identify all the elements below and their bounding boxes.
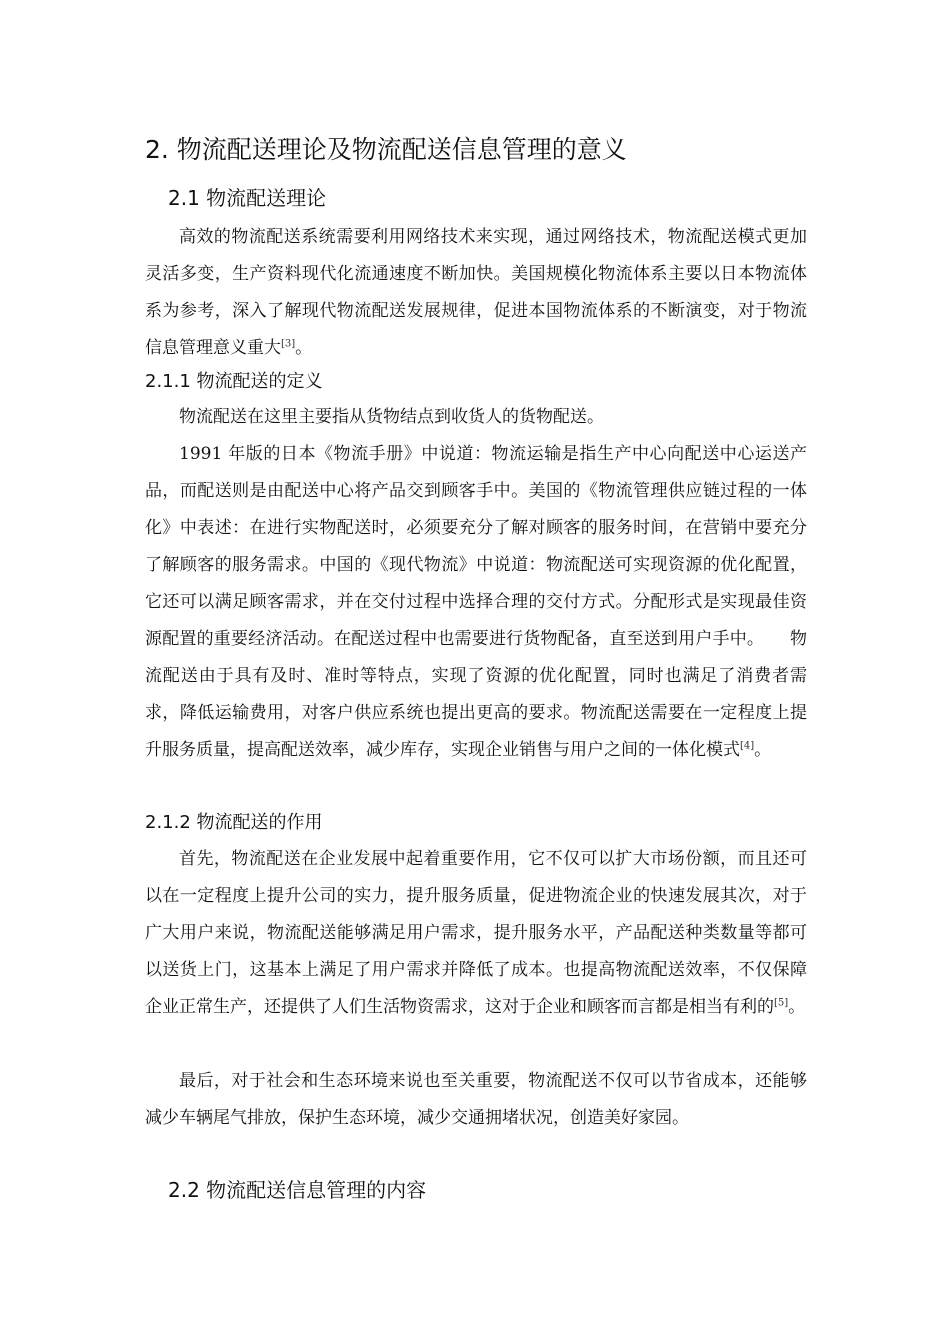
- paragraph-end: 。: [754, 740, 772, 760]
- citation-5: [5]: [774, 997, 789, 1009]
- paragraph-2-1-1-b: [145, 436, 807, 769]
- chapter-heading: 2. 物流配送理论及物流配送信息管理的意义: [145, 135, 627, 164]
- paragraph-2-1-2-a: [145, 841, 807, 1026]
- section-heading-2-1-2: 2.1.2 物流配送的作用: [145, 812, 323, 833]
- paragraph-end: 。: [788, 997, 806, 1017]
- citation-3: [3]: [281, 338, 296, 350]
- paragraph-2-1: [145, 219, 807, 367]
- section-heading-2-2: 2.2 物流配送信息管理的内容: [168, 1178, 427, 1202]
- paragraph-2-1-1-a: [145, 399, 807, 436]
- paragraph-end: 。: [295, 338, 313, 358]
- section-heading-2-1-1: 2.1.1 物流配送的定义: [145, 371, 323, 392]
- paragraph-text: 1991 年版的日本《物流手册》中说道：物流运输是指生产中心向配送中心运送产品，而配送则是由配送中心将产品交到顾客手中。美国的《物流管理供应链过程的一体化》中表述：在进行实物配送时，必须要充分了解对顾客的服务时间，在营销中要充分了解顾客的服务需求。中国的《现代物流》中说道：物流配送可实现资源的优化配置，它还可以满足顾客需求，并在交付过程中选择合理的交付方式。分配形式是实现最佳资源配置的重要经济活动。在配送过程中也需要进行货物配备，直至送到用户手中。 物流配送由于具有及时、准时等特点，实现了资源的优化配置，同时也满足了消费者需求，降低运输费用，对客户供应系统也提出更高的要求。物流配送需要在一定程度上提升服务质量，提高配送效率，减少库存，实现企业销售与用户之间的一体化模式: [145, 444, 807, 760]
- citation-4: [4]: [740, 740, 755, 752]
- paragraph-2-1-2-b: [145, 1063, 807, 1137]
- paragraph-text: 最后，对于社会和生态环境来说也至关重要，物流配送不仅可以节省成本，还能够减少车辆尾气排放，保护生态环境，减少交通拥堵状况，创造美好家园。: [145, 1071, 807, 1128]
- paragraph-text: 首先，物流配送在企业发展中起着重要作用，它不仅可以扩大市场份额，而且还可以在一定程度上提升公司的实力，提升服务质量，促进物流企业的快速发展其次，对于广大用户来说，物流配送能够满足用户需求，提升服务水平，产品配送种类数量等都可以送货上门，这基本上满足了用户需求并降低了成本。也提高物流配送效率，不仅保障企业正常生产，还提供了人们生活物资需求，这对于企业和顾客而言都是相当有利的: [145, 849, 807, 1017]
- paragraph-text: 物流配送在这里主要指从货物结点到收货人的货物配送。: [179, 407, 604, 427]
- paragraph-text: 高效的物流配送系统需要利用网络技术来实现，通过网络技术，物流配送模式更加灵活多变，生产资料现代化流通速度不断加快。美国规模化物流体系主要以日本物流体系为参考，深入了解现代物流配送发展规律，促进本国物流体系的不断演变，对于物流信息管理意义重大: [145, 227, 807, 358]
- section-heading-2-1: 2.1 物流配送理论: [168, 186, 327, 210]
